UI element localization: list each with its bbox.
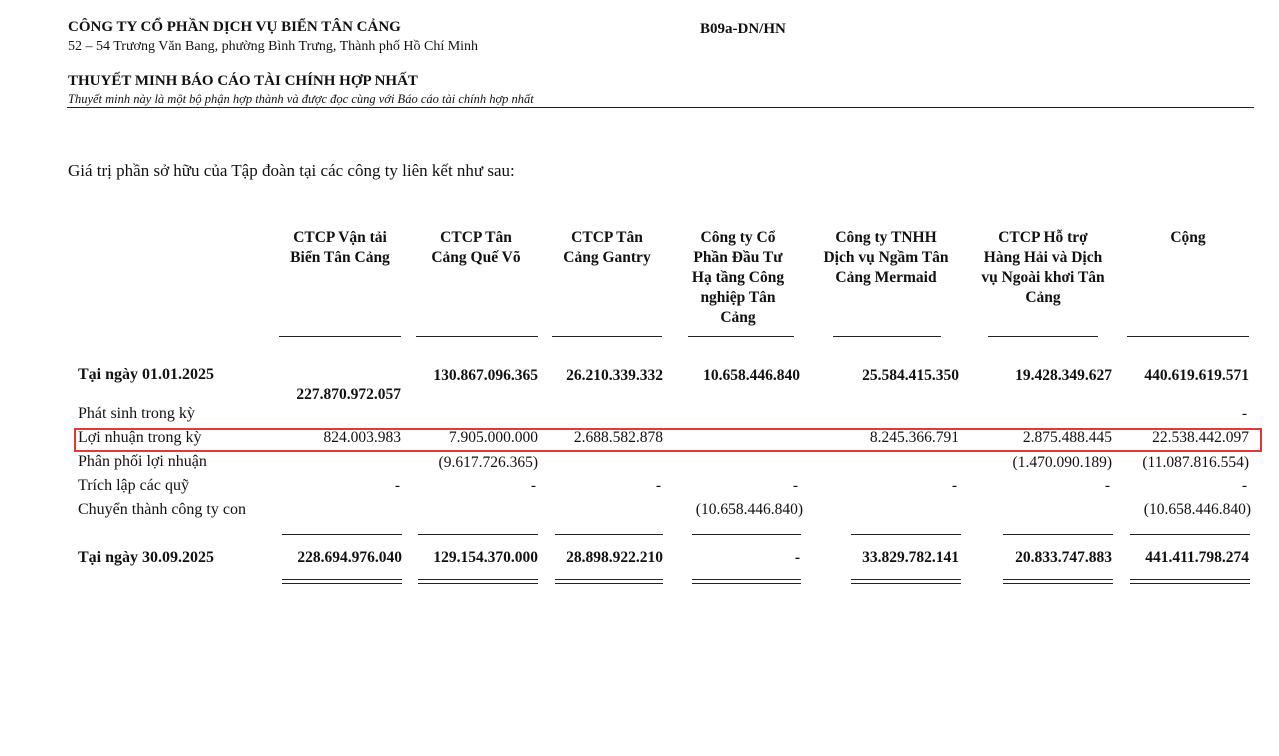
table-cell: 20.833.747.883 xyxy=(1015,549,1112,566)
table-cell: - xyxy=(1241,405,1247,422)
subtotal-rule xyxy=(555,534,663,535)
table-cell: 2.688.582.878 xyxy=(573,429,663,446)
table-cell: - xyxy=(792,477,798,494)
table-cell: 25.584.415.350 xyxy=(862,367,959,384)
table-cell: 440.619.619.571 xyxy=(1144,367,1249,384)
table-cell: 28.898.922.210 xyxy=(566,549,663,566)
form-code: B09a-DN/HN xyxy=(700,21,786,37)
table-cell: 33.829.782.141 xyxy=(862,549,959,566)
column-header-que-vo: CTCP Tân Cảng Quế Võ xyxy=(431,229,521,266)
row-label-fund-appropriation: Trích lập các quỹ xyxy=(78,477,189,494)
table-cell: - xyxy=(794,549,800,566)
table-cell: 228.694.976.040 xyxy=(297,549,402,566)
table-cell: 26.210.339.332 xyxy=(566,367,663,384)
column-header-gantry: CTCP Tân Cảng Gantry xyxy=(563,229,651,266)
table-cell: (11.087.816.554) xyxy=(1142,454,1249,471)
total-double-rule xyxy=(1003,579,1113,584)
subtotal-rule xyxy=(282,534,402,535)
column-header-ho-tro-hang-hai: CTCP Hỗ trợ Hàng Hải và Dịch vụ Ngoài khơi Tân Cảng xyxy=(981,229,1105,306)
column-header-mermaid: Công ty TNHH Dịch vụ Ngầm Tân Cảng Mermaid xyxy=(823,229,949,286)
table-cell: - xyxy=(394,477,400,494)
table-cell: 441.411.798.274 xyxy=(1145,549,1249,566)
row-label-closing: Tại ngày 30.09.2025 xyxy=(78,549,215,566)
subtotal-rule xyxy=(1003,534,1113,535)
table-cell: 129.154.370.000 xyxy=(433,549,538,566)
column-header-dau-tu-ha-tang: Công ty Cổ Phần Đầu Tư Hạ tầng Công nghiệp Tân Cảng xyxy=(691,229,785,326)
table-cell: - xyxy=(530,477,536,494)
total-double-rule xyxy=(282,579,402,584)
table-cell: - xyxy=(655,477,661,494)
row-label-opening: Tại ngày 01.01.2025 xyxy=(78,366,215,383)
table-cell: - xyxy=(1104,477,1110,494)
table-cell: 824.003.983 xyxy=(323,429,401,446)
notes-title: THUYẾT MINH BÁO CÁO TÀI CHÍNH HỢP NHẤT xyxy=(68,73,418,89)
header-underline xyxy=(688,336,794,337)
table-cell: 19.428.349.627 xyxy=(1015,367,1112,384)
table-cell: (9.617.726.365) xyxy=(438,454,538,471)
header-divider xyxy=(67,107,1254,108)
table-cell: 130.867.096.365 xyxy=(433,367,538,384)
table-cell: 7.905.000.000 xyxy=(448,429,538,446)
header-underline xyxy=(833,336,941,337)
header-underline xyxy=(1127,336,1249,337)
column-header-van-tai: CTCP Vận tải Biển Tân Cảng xyxy=(290,229,390,266)
subtotal-rule xyxy=(418,534,538,535)
column-header-total: Cộng xyxy=(1170,229,1206,246)
header-underline xyxy=(279,336,401,337)
total-double-rule xyxy=(851,579,961,584)
total-double-rule xyxy=(555,579,663,584)
row-label-profit: Lợi nhuận trong kỳ xyxy=(78,429,202,446)
header-underline xyxy=(988,336,1098,337)
row-label-transfer-subsidiary: Chuyển thành công ty con xyxy=(78,501,246,518)
table-cell: 10.658.446.840 xyxy=(703,367,800,384)
intro-sentence: Giá trị phần sở hữu của Tập đoàn tại các công ty liên kết như sau: xyxy=(68,161,515,180)
table-cell: - xyxy=(951,477,957,494)
company-name: CÔNG TY CỔ PHẦN DỊCH VỤ BIỂN TÂN CẢNG xyxy=(68,19,401,35)
subtotal-rule xyxy=(1130,534,1250,535)
subtotal-rule xyxy=(692,534,801,535)
table-cell: - xyxy=(1241,477,1247,494)
total-double-rule xyxy=(1130,579,1250,584)
notes-subtitle: Thuyết minh này là một bộ phận hợp thành và được đọc cùng với Báo cáo tài chính hợp nhất xyxy=(68,92,534,106)
table-cell: (10.658.446.840) xyxy=(695,501,803,518)
header-underline xyxy=(552,336,662,337)
table-cell: 2.875.488.445 xyxy=(1022,429,1112,446)
table-cell: 227.870.972.057 xyxy=(296,386,401,403)
company-address: 52 – 54 Trương Văn Bang, phường Bình Trưng, Thành phố Hồ Chí Minh xyxy=(68,39,479,54)
total-double-rule xyxy=(692,579,801,584)
table-cell: 8.245.366.791 xyxy=(869,429,959,446)
table-cell: 22.538.442.097 xyxy=(1152,429,1249,446)
subtotal-rule xyxy=(851,534,961,535)
table-cell: (10.658.446.840) xyxy=(1143,501,1251,518)
row-label-arising: Phát sinh trong kỳ xyxy=(78,405,195,422)
header-underline xyxy=(416,336,538,337)
total-double-rule xyxy=(418,579,538,584)
row-label-profit-distribution: Phân phối lợi nhuận xyxy=(78,453,207,470)
table-cell: (1.470.090.189) xyxy=(1012,454,1112,471)
